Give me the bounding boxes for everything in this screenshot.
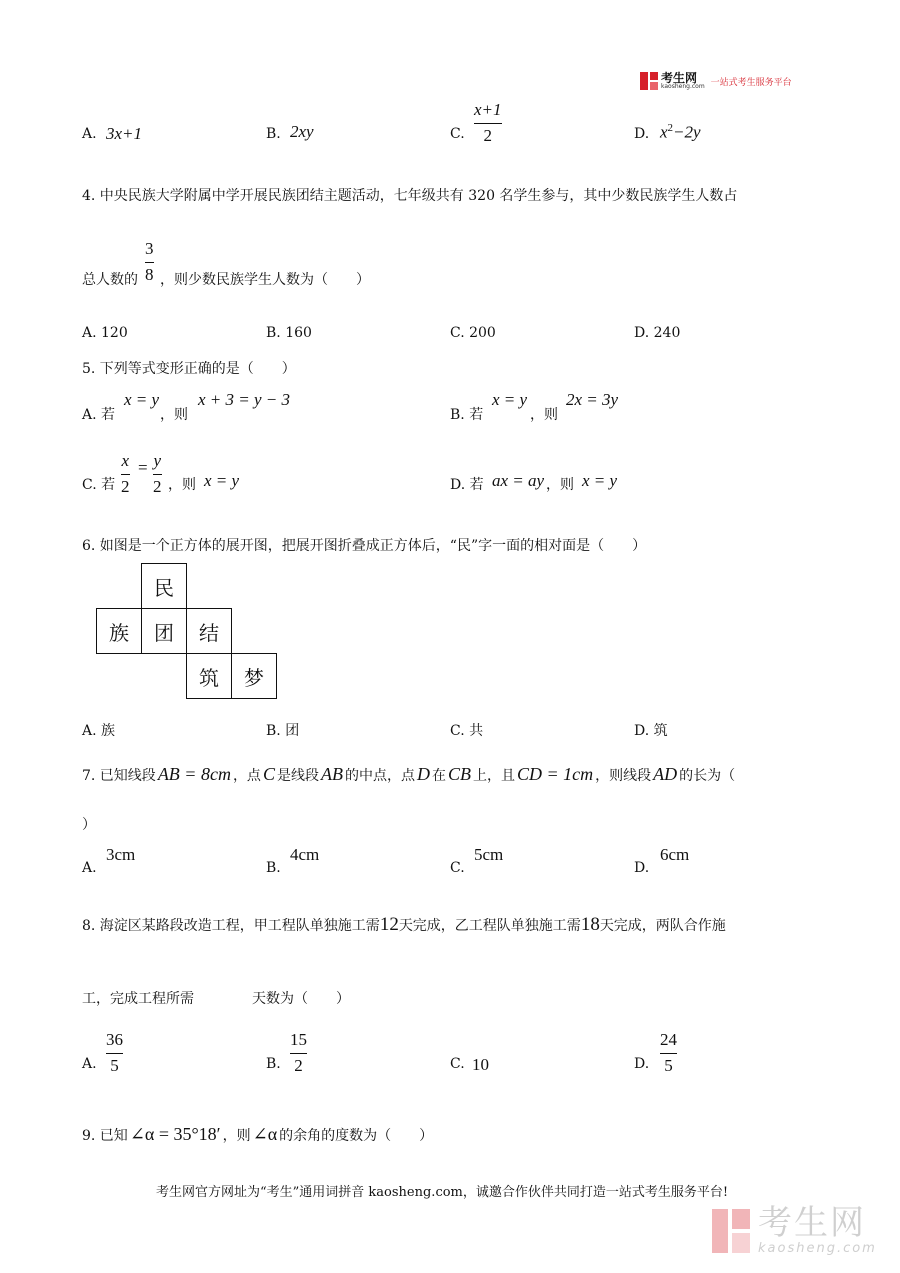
- q3-option-a-expr: 3x+1: [106, 124, 143, 143]
- q8-option-d-label: D.: [634, 1056, 650, 1072]
- q7-option-c-label: C.: [450, 860, 465, 876]
- net-cell-tuan: 团: [141, 608, 187, 654]
- q3-c-numerator: x+1: [474, 100, 502, 119]
- q5-option-c-result: x = y: [204, 471, 240, 490]
- q7-option-d-label: D.: [634, 860, 650, 876]
- q8-option-b-label: B.: [266, 1056, 281, 1072]
- q5-option-d-then: ，则: [546, 477, 574, 493]
- q7-option-a-label: A.: [82, 860, 97, 876]
- q4-stem-line1: 4. 中央民族大学附属中学开展民族团结主题活动，七年级共有 320 名学生参与，其中少数民族学生人数占: [82, 188, 738, 204]
- q8-option-a-fraction: 36 5: [106, 1030, 123, 1075]
- net-cell-min: 民: [141, 563, 187, 609]
- q7-stem-line2: ）: [82, 817, 96, 833]
- q6-option-d: D. 筑: [634, 723, 668, 739]
- q5-option-c-then: ，则: [168, 477, 196, 493]
- q6-option-a: A. 族: [82, 723, 116, 739]
- q4-stem-line2-pre: 总人数的: [82, 272, 138, 288]
- q7-option-c-value: 5cm: [474, 845, 504, 864]
- logo-slogan: 一站式考生服务平台: [710, 77, 792, 88]
- footer-text: 考生网官方网址为“考生”通用词拼音 kaosheng.com，诚邀合作伙伴共同打造一站式考生服务平台!: [156, 1185, 729, 1200]
- q5-option-d-label: D. 若: [450, 477, 484, 493]
- q5-c-equals: =: [138, 458, 148, 477]
- q3-option-d-expr: $x^2-2y$: [660, 122, 701, 142]
- q5-c-fraction-1: x 2: [121, 451, 130, 496]
- logo-mark-icon: [640, 72, 658, 90]
- q5-stem: 5. 下列等式变形正确的是（ ）: [82, 361, 296, 377]
- q5-option-d-cond: ax = ay: [492, 471, 545, 490]
- q5-option-a-then: ，则: [160, 407, 188, 423]
- q3-option-b-expr: 2xy: [290, 122, 314, 141]
- q7-option-a-value: 3cm: [106, 845, 136, 864]
- q5-option-a-label: A. 若: [82, 407, 116, 423]
- logo-domain: kaosheng.com: [661, 83, 705, 90]
- q8-option-c-label: C.: [450, 1056, 465, 1072]
- q7-option-b-value: 4cm: [290, 845, 320, 864]
- q4-option-b: B. 160: [266, 325, 312, 341]
- q6-option-c: C. 共: [450, 723, 484, 739]
- q7-option-d-value: 6cm: [660, 845, 690, 864]
- net-cell-zhu: 筑: [186, 653, 232, 699]
- q5-option-a-result: x + 3 = y − 3: [198, 390, 291, 409]
- q5-c-fraction-2: y 2: [153, 451, 162, 496]
- q3-option-a-label: A.: [82, 126, 97, 142]
- watermark-logo-icon: [712, 1209, 752, 1253]
- watermark-domain: kaosheng.com: [758, 1241, 877, 1256]
- q6-option-b: B. 团: [266, 723, 300, 739]
- q8-option-b-fraction: 15 2: [290, 1030, 307, 1075]
- q5-option-b-result: 2x = 3y: [566, 390, 619, 409]
- header-logo: [640, 72, 792, 90]
- footer-watermark: [712, 1203, 877, 1256]
- net-cell-jie: 结: [186, 608, 232, 654]
- q6-stem: 6. 如图是一个正方体的展开图，把展开图折叠成正方体后，“民”字一面的相对面是（ ）: [82, 538, 647, 554]
- q7-stem-line1: 7. 已知线段 AB = 8cm ，点 C 是线段 AB 的中点，点 D 在 CB 上，且 CD = 1cm ，则线段 AD 的长为（: [82, 764, 736, 784]
- net-cell-zu: 族: [96, 608, 142, 654]
- q3-option-b-label: B.: [266, 126, 281, 142]
- q7-option-b-label: B.: [266, 860, 281, 876]
- watermark-name: 考生网: [758, 1203, 866, 1243]
- q9-stem: 9. 已知 ∠α = 35°18′ ，则 ∠α 的余角的度数为（ ）: [82, 1124, 434, 1144]
- q4-stem-line2-post: ，则少数民族学生人数为（ ）: [160, 272, 370, 288]
- net-cell-meng: 梦: [231, 653, 277, 699]
- q3-option-d-label: D.: [634, 126, 650, 142]
- logo-name: 考生网: [661, 71, 698, 85]
- q3-option-c-label: C.: [450, 126, 465, 142]
- q8-stem-line1: 8. 海淀区某路段改造工程，甲工程队单独施工需 12 天完成，乙工程队单独施工需 18 天完成，两队合作施: [82, 914, 726, 935]
- q8-option-c-value: 10: [472, 1055, 489, 1074]
- q5-option-b-label: B. 若: [450, 407, 484, 423]
- q5-option-d-result: x = y: [582, 471, 618, 490]
- q4-fraction: 3 8: [145, 239, 154, 284]
- q4-option-d: D. 240: [634, 325, 681, 341]
- q8-option-d-fraction: 24 5: [660, 1030, 677, 1075]
- q5-option-b-then: ，则: [530, 407, 558, 423]
- q5-option-c-label: C. 若: [82, 477, 116, 493]
- q5-option-b-cond: x = y: [492, 390, 528, 409]
- q8-option-a-label: A.: [82, 1056, 97, 1072]
- q4-option-a: A. 120: [82, 325, 128, 341]
- q8-stem-line2a: 工，完成工程所需: [82, 991, 194, 1007]
- q8-stem-line2b: 天数为（ ）: [252, 991, 350, 1007]
- q3-option-c-fraction: [474, 100, 502, 146]
- q3-c-denominator: 2: [483, 126, 493, 145]
- q5-option-a-cond: x = y: [124, 390, 160, 409]
- q4-option-c: C. 200: [450, 325, 496, 341]
